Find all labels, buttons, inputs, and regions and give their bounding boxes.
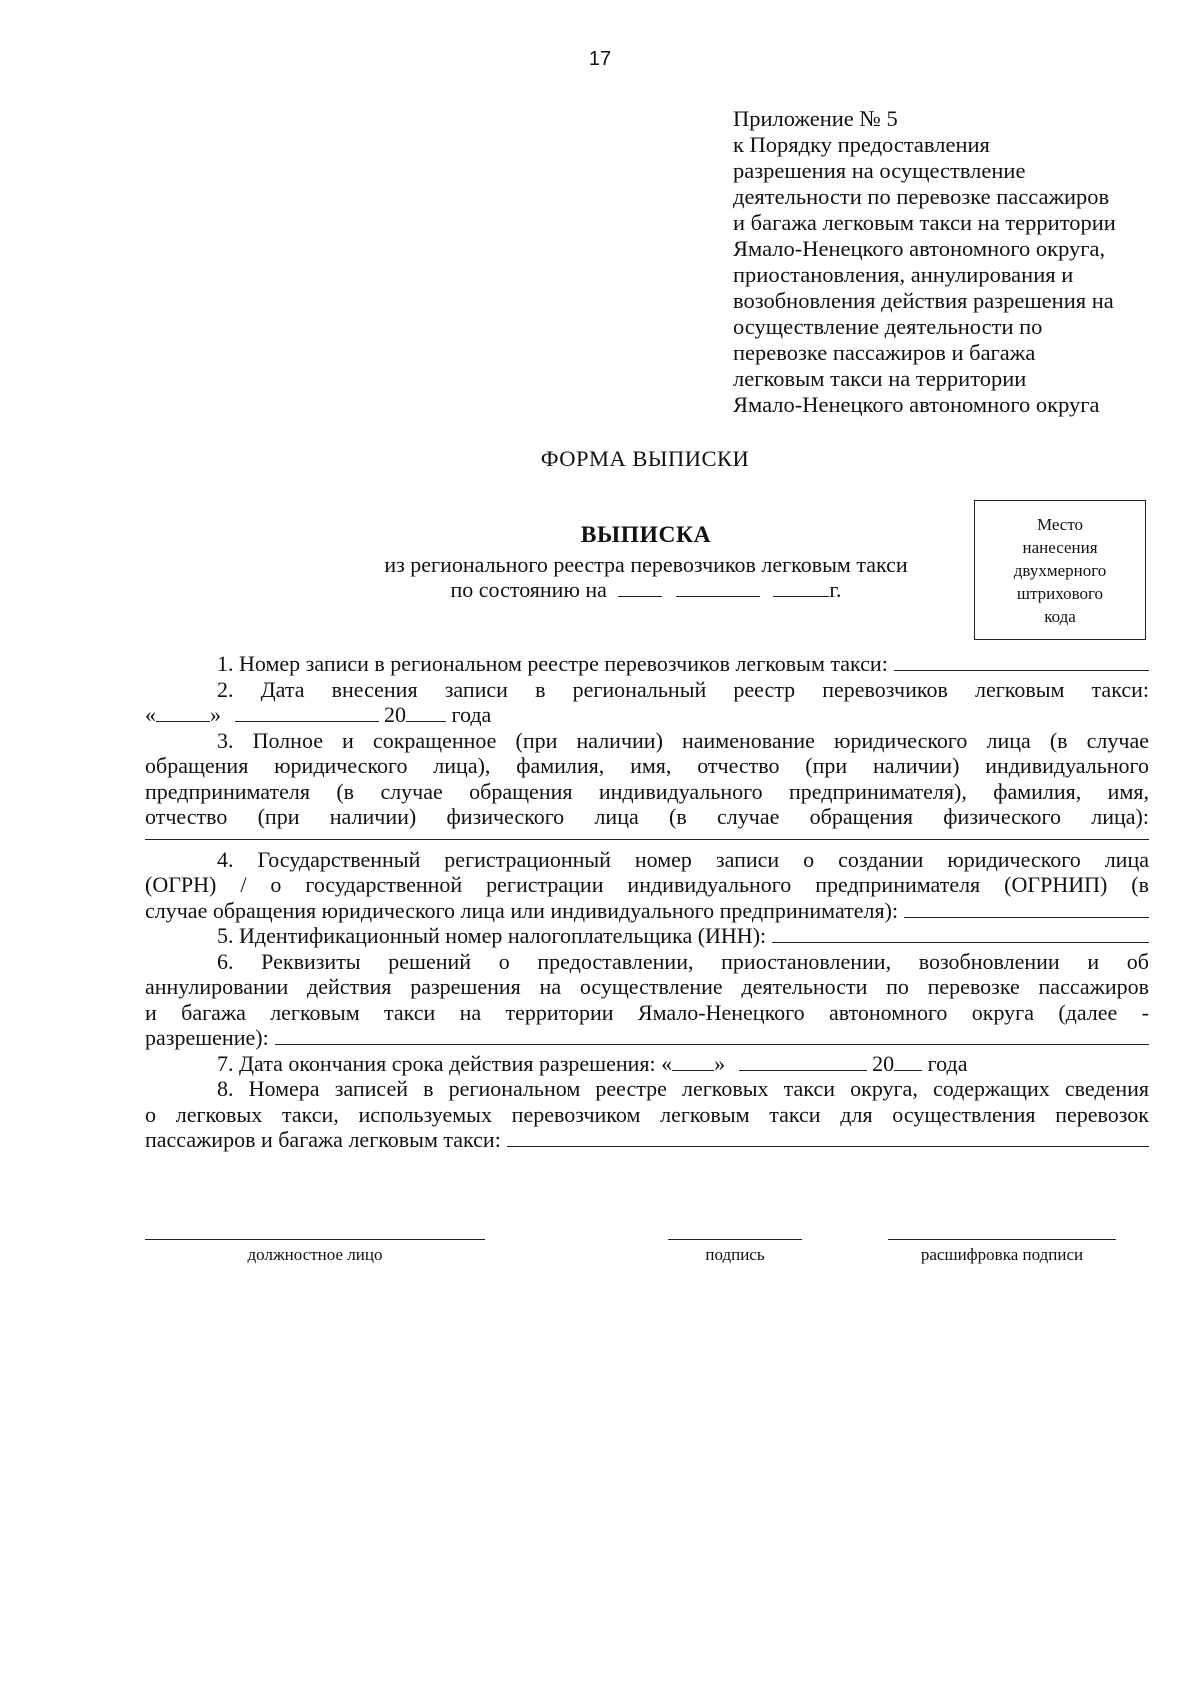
field-entry-date — [145, 702, 1149, 728]
appendix-header — [733, 106, 1193, 418]
appendix-line: осуществление деятельности по — [733, 314, 1043, 339]
year-prefix: 20 — [872, 1050, 895, 1076]
field-name-text: обращения юридического лица), фамилия, имя, отчество (при наличии) индивидуального — [145, 753, 1149, 778]
barcode-box-line: штрихового — [1016, 583, 1104, 603]
quote-close: » — [714, 1050, 726, 1076]
field-decisions-text: и багажа легковым такси на территории Ямало-Ненецкого автономного округа (далее - — [145, 999, 1149, 1025]
barcode-placeholder-box — [974, 500, 1146, 640]
vehicle-records-blank[interactable] — [507, 1127, 1149, 1147]
decisions-blank[interactable] — [275, 1025, 1149, 1045]
field-label: пассажиров и багажа легковым такси: — [145, 1127, 501, 1152]
ogrn-blank[interactable] — [904, 898, 1149, 918]
appendix-line: легковым такси на территории — [733, 366, 1027, 391]
field-name-text: 3. Полное и сокращенное (при наличии) наименование юридического лица (в случае — [217, 727, 1149, 753]
field-vehicle-records — [145, 1127, 1149, 1153]
field-label: 5. Идентификационный номер налогоплательщика (ИНН): — [217, 923, 767, 948]
expiry-month-blank[interactable] — [739, 1052, 867, 1071]
inn-blank[interactable] — [772, 923, 1149, 943]
as-of-month-blank[interactable] — [676, 578, 760, 597]
field-label: случае обращения юридического лица или индивидуального предпринимателя): — [145, 897, 899, 923]
field-vehicle-records-text: 8. Номера записей в региональном реестре легковых такси округа, содержащих сведения — [217, 1076, 1149, 1101]
page-number: 17 — [588, 48, 612, 70]
field-ogrn — [145, 898, 1149, 924]
official-signature-line[interactable] — [145, 1238, 485, 1240]
year-word: года — [451, 702, 492, 727]
as-of-year-blank[interactable] — [773, 578, 829, 597]
document-title: ВЫПИСКА — [580, 522, 712, 548]
appendix-line: и багажа легковым такси на территории — [733, 210, 1116, 235]
barcode-box-line: двухмерного — [1013, 560, 1107, 580]
record-number-blank[interactable] — [894, 651, 1149, 671]
appendix-line: Приложение № 5 — [733, 106, 898, 131]
field-decisions-text: аннулировании действия разрешения на осуществление деятельности по перевозке пассажиров — [145, 974, 1149, 999]
appendix-line: разрешения на осуществление — [733, 158, 1026, 183]
field-ogrn-text: (ОГРН) / о государственной регистрации индивидуального предпринимателя (ОГРНИП) (в — [145, 872, 1149, 897]
expiry-year-blank[interactable] — [894, 1052, 922, 1071]
appendix-line: деятельности по перевозке пассажиров — [733, 184, 1110, 209]
as-of-label: по состоянию на — [450, 577, 607, 602]
name-blank[interactable] — [145, 830, 1149, 840]
field-label: разрешение): — [145, 1025, 269, 1050]
appendix-line: приостановления, аннулирования и — [733, 262, 1074, 287]
year-prefix: 20 — [384, 702, 406, 727]
entry-day-blank[interactable] — [156, 703, 210, 722]
field-decisions-text: 6. Реквизиты решений о предоставлении, приостановлении, возобновлении и об — [217, 948, 1149, 974]
field-name-text: отчество (при наличии) физического лица (в случае обращения физического лица): — [145, 804, 1149, 829]
barcode-box-line: кода — [1044, 606, 1076, 626]
extract-fields — [145, 651, 1149, 1153]
field-decisions — [145, 1025, 1149, 1051]
field-label: 1. Номер записи в региональном реестре перевозчиков легковым такси: — [217, 651, 888, 676]
field-record-number — [145, 651, 1149, 677]
appendix-line: к Порядку предоставления — [733, 132, 990, 157]
decoding-signature-line[interactable] — [888, 1238, 1116, 1240]
year-word: года — [927, 1050, 968, 1076]
field-vehicle-records-text: о легковых такси, используемых перевозчиком легковым такси для осуществления перевозок — [145, 1101, 1149, 1127]
official-label: должностное лицо — [247, 1245, 383, 1264]
appendix-line: перевозке пассажиров и багажа — [733, 340, 1036, 365]
barcode-box-line: нанесения — [1022, 537, 1098, 557]
quote-open: « — [145, 702, 156, 727]
entry-month-blank[interactable] — [235, 703, 379, 722]
year-suffix: г. — [829, 577, 842, 602]
field-inn — [145, 923, 1149, 949]
appendix-line: Ямало-Ненецкого автономного округа — [733, 392, 1100, 417]
as-of-day-blank[interactable] — [618, 578, 662, 597]
decoding-label: расшифровка подписи — [920, 1245, 1084, 1264]
signature-line[interactable] — [668, 1238, 802, 1240]
field-entry-date-label: 2. Дата внесения записи в региональный реестр перевозчиков легковым такси: — [217, 676, 1149, 702]
barcode-box-line: Место — [1036, 514, 1084, 534]
appendix-line: возобновления действия разрешения на — [733, 288, 1114, 313]
appendix-line: Ямало-Ненецкого автономного округа, — [733, 236, 1106, 261]
document-subtitle: из регионального реестра перевозчиков легковым такси — [384, 552, 908, 577]
quote-close: » — [210, 702, 221, 727]
as-of-date-line — [346, 577, 946, 603]
form-title: ФОРМА ВЫПИСКИ — [540, 446, 750, 471]
expiry-day-blank[interactable] — [672, 1052, 714, 1071]
field-label: 7. Дата окончания срока действия разрешения: « — [217, 1050, 673, 1076]
field-ogrn-text: 4. Государственный регистрационный номер записи о создании юридического лица — [217, 846, 1149, 872]
field-permit-expiry — [145, 1051, 1149, 1077]
entry-year-blank[interactable] — [406, 703, 446, 722]
signature-label: подпись — [705, 1245, 765, 1264]
field-name-text: предпринимателя (в случае обращения индивидуального предпринимателя), фамилия, имя, — [145, 778, 1149, 804]
